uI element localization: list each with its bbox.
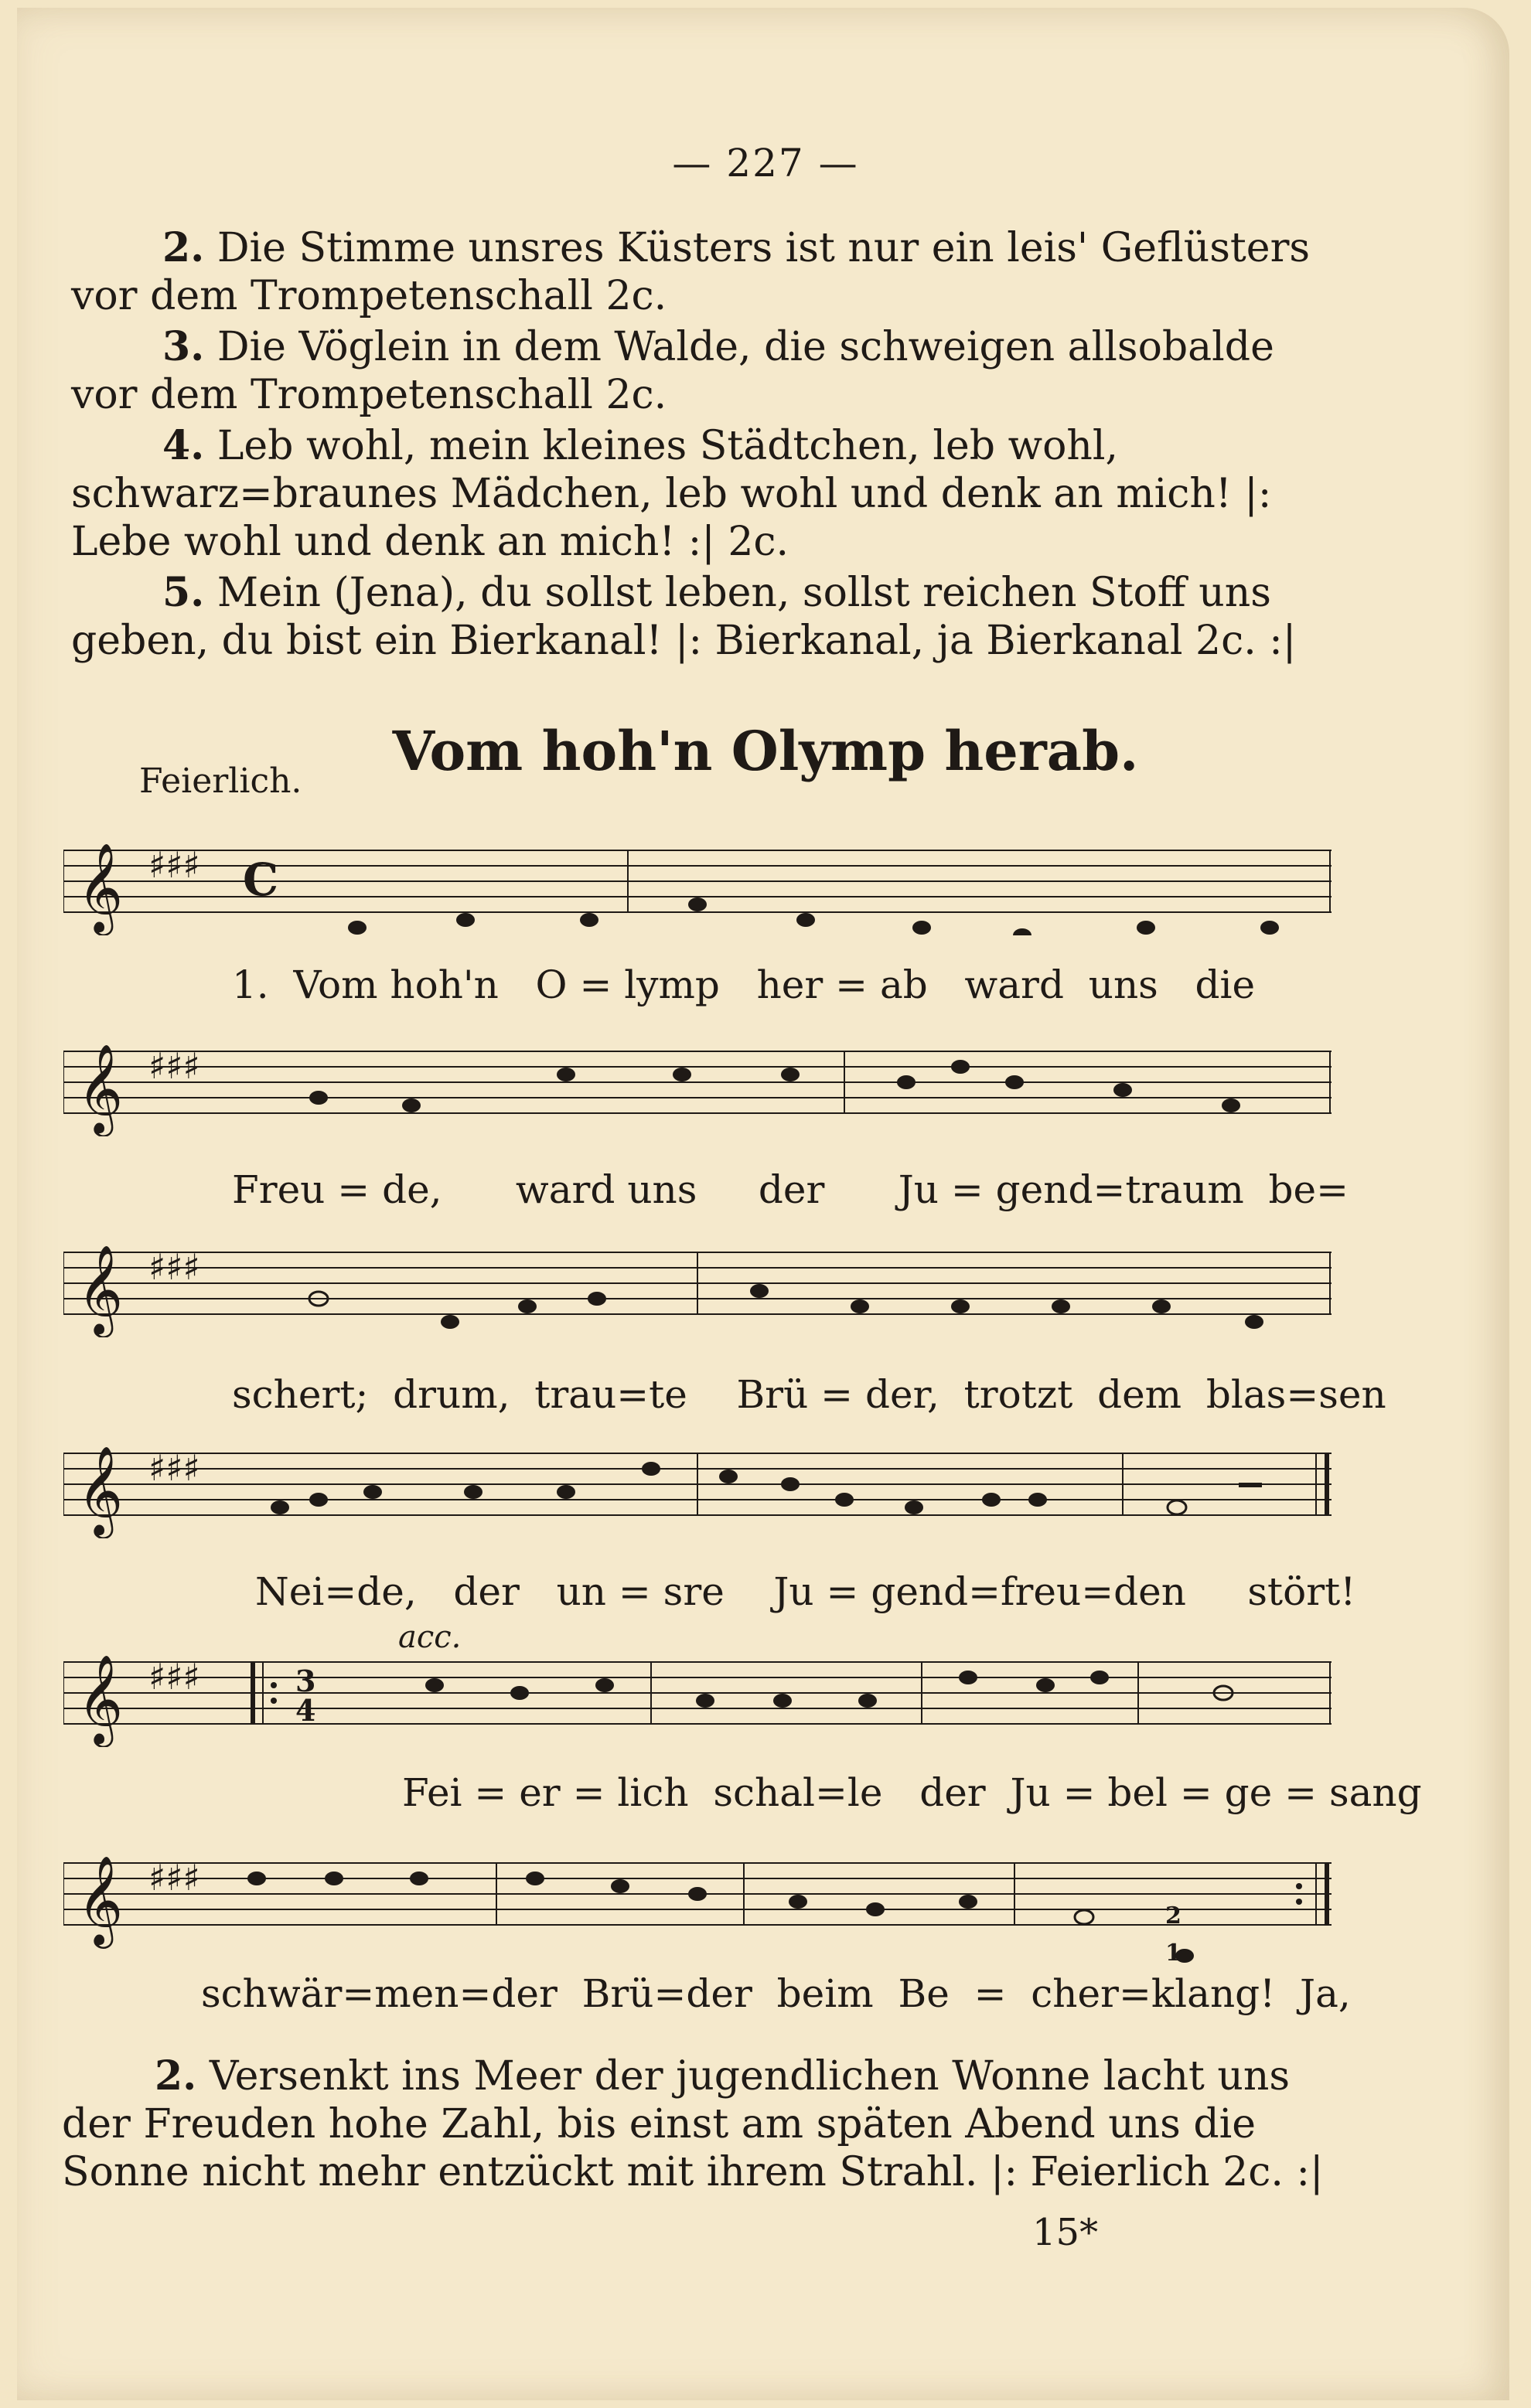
svg-text:3: 3 [295, 1664, 316, 1698]
music-staff-3 [63, 1245, 1332, 1334]
staff-lines [63, 1654, 1332, 1747]
svg-text:♯♯♯: ♯♯♯ [148, 1656, 200, 1698]
music-staff-2 [63, 1044, 1332, 1133]
verse-4 [71, 422, 1339, 566]
verse-text: Die Stimme unsres Küsters ist nur ein leis' Geflüsters vor dem Trompetenschall 2c. [71, 225, 1311, 319]
verse-number: 2. [162, 224, 205, 271]
svg-text:𝄞: 𝄞 [77, 1044, 124, 1133]
verse-number: 3. [162, 323, 205, 370]
verse-2 [71, 224, 1339, 320]
svg-text:♯♯♯: ♯♯♯ [148, 1246, 200, 1288]
verse-text: Versenkt ins Meer der jugendlichen Wonne lacht uns der Freuden hohe Zahl, bis einst am späten Abend uns die Sonne nicht mehr entzückt mit ihrem Strahl. |: Feierlich 2c. :| [62, 2053, 1324, 2195]
svg-text:♯♯♯: ♯♯♯ [148, 1045, 200, 1087]
lyric-line-3: schert; drum, trau=te Brü = der, trotzt dem blas=sen [232, 1372, 1386, 1417]
music-staff-5 [63, 1654, 1332, 1744]
verse-text: Mein (Jena), du sollst leben, sollst reichen Stoff uns geben, du bist ein Bierkanal! |: Bierkanal, ja Bierkanal 2c. :| [71, 570, 1297, 664]
lyric-line-4: Nei=de, der un = sre Ju = gend=freu=den stört! [255, 1569, 1356, 1614]
music-staff-4 [63, 1446, 1332, 1535]
svg-text:𝄞: 𝄞 [77, 843, 124, 932]
page-number: — 227 — [672, 141, 859, 186]
song-title: Vom hoh'n Olymp herab. [392, 719, 1139, 783]
verse-number: 5. [162, 569, 205, 616]
svg-text:𝄞: 𝄞 [77, 1654, 124, 1744]
verse-text: Die Vöglein in dem Walde, die schweigen allsobalde vor dem Trompetenschall 2c. [71, 324, 1274, 418]
svg-text:♯♯♯: ♯♯♯ [148, 1447, 200, 1489]
staff-lines [63, 1245, 1332, 1337]
signature-mark: 15* [1032, 2211, 1099, 2254]
verse-text: Leb wohl, mein kleines Städtchen, leb wohl, schwarz=braunes Mädchen, leb wohl und denk an mich! |: Lebe wohl und denk an mich! :| 2c. [71, 423, 1272, 565]
music-staff-1 [63, 843, 1332, 932]
staff-lines [63, 1044, 1332, 1136]
svg-text:1: 1 [1165, 1940, 1181, 1964]
lyric-line-2: Freu = de, ward uns der Ju = gend=traum be= [232, 1167, 1349, 1212]
staff-lines [63, 843, 1332, 935]
verse-5 [71, 569, 1339, 665]
verse-number: 2. [155, 2052, 197, 2100]
svg-text:4: 4 [295, 1693, 316, 1728]
staff-lines [63, 1446, 1332, 1538]
lyric-line-1: 1. Vom hoh'n O = lymp her = ab ward uns die [232, 962, 1256, 1007]
svg-text:𝄞: 𝄞 [77, 1245, 124, 1334]
music-staff-6 [63, 1855, 1332, 1964]
svg-text:2: 2 [1165, 1902, 1181, 1929]
verse-3 [71, 323, 1339, 419]
verse-number: 4. [162, 422, 205, 469]
svg-text:♯♯♯: ♯♯♯ [148, 1857, 200, 1899]
svg-text:𝄞: 𝄞 [77, 1855, 124, 1945]
svg-text:C: C [243, 853, 279, 906]
svg-text:♯♯♯: ♯♯♯ [148, 844, 200, 886]
lyric-line-5: Fei = er = lich schal=le der Ju = bel = ge = sang [402, 1770, 1422, 1815]
verse-bottom [62, 2052, 1338, 2196]
svg-text:𝄞: 𝄞 [77, 1446, 124, 1535]
staff-lines [63, 1855, 1332, 1964]
lyric-line-6: schwär=men=der Brü=der beim Be = cher=klang! Ja, [201, 1971, 1351, 2016]
tempo-marking: Feierlich. [139, 761, 302, 801]
dynamic-marking: acc. [398, 1620, 462, 1655]
